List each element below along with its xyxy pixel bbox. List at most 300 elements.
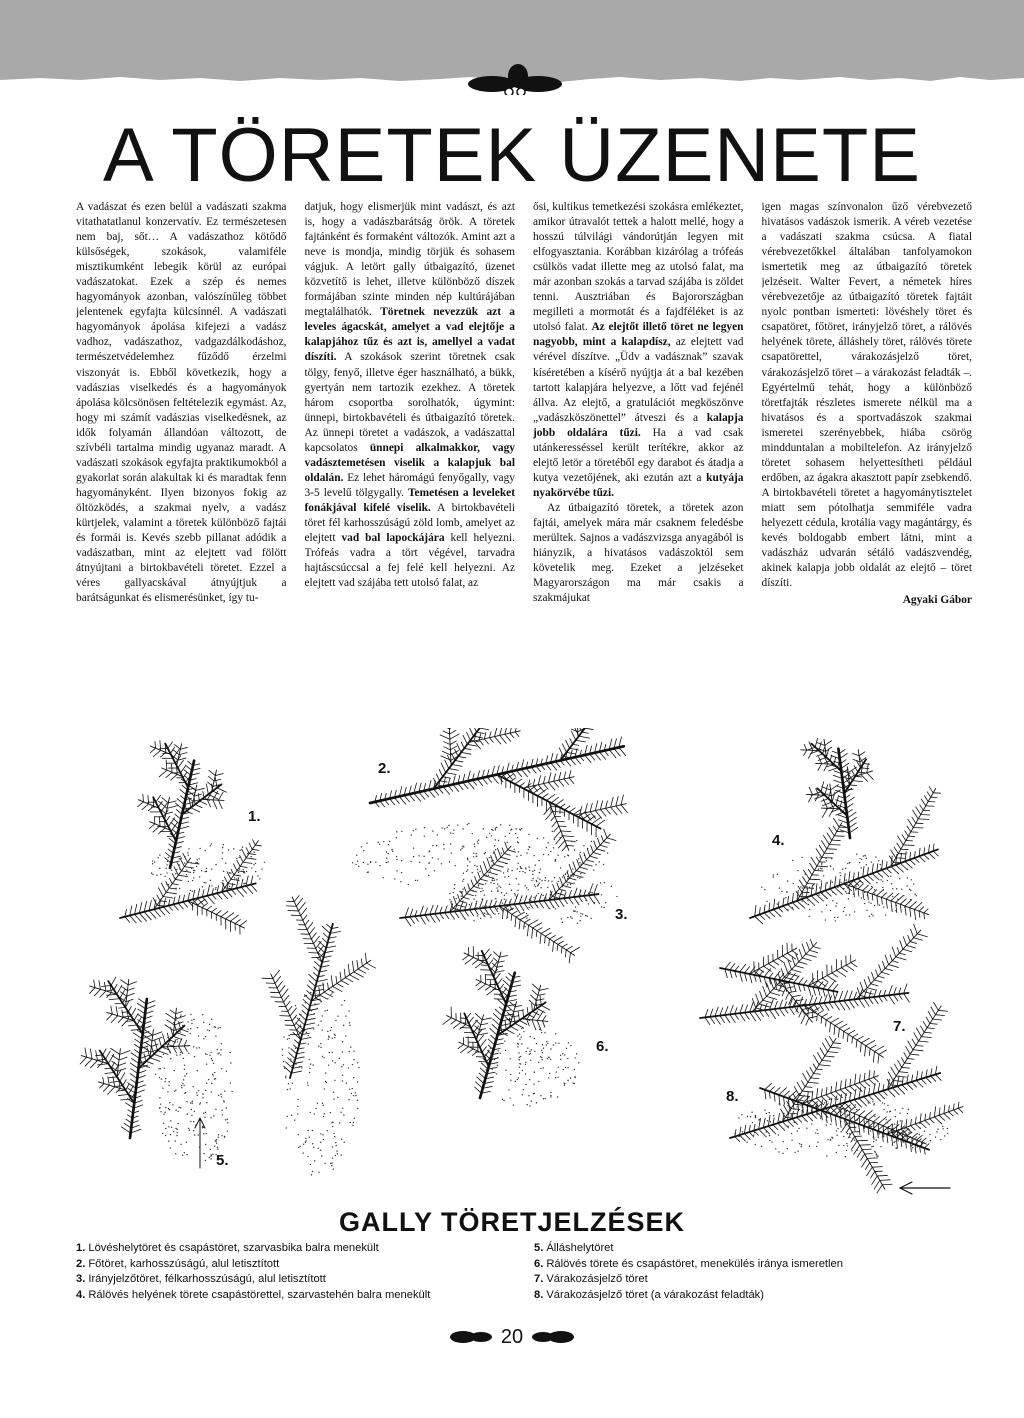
ground-stipple [352, 1088, 353, 1089]
ground-stipple [343, 1025, 344, 1026]
ground-stipple [525, 1064, 526, 1065]
ground-stipple [343, 1114, 344, 1115]
needle [103, 1077, 104, 1083]
needle [512, 1016, 519, 1017]
ground-stipple [815, 1105, 816, 1106]
needle [860, 1145, 871, 1146]
needle [847, 789, 853, 790]
ground-stipple [285, 1076, 286, 1077]
needle [730, 964, 735, 970]
needle [885, 955, 889, 965]
ground-stipple [777, 903, 778, 904]
needle [845, 1079, 846, 1088]
needle [471, 880, 473, 886]
needle [357, 960, 358, 969]
ground-stipple [332, 1052, 333, 1053]
ground-stipple [303, 1152, 304, 1153]
ground-stipple [553, 907, 554, 908]
ground-stipple [180, 1014, 181, 1015]
needle [122, 1019, 129, 1026]
needle [796, 954, 799, 962]
needle [119, 1057, 127, 1060]
needle [487, 872, 497, 875]
needle [725, 1006, 728, 1015]
ground-stipple [193, 870, 194, 871]
ground-stipple [190, 1102, 191, 1103]
ground-stipple [236, 858, 237, 859]
needle [822, 1060, 831, 1061]
ground-stipple [388, 844, 389, 845]
needle [111, 1016, 118, 1023]
ground-stipple [211, 868, 212, 869]
ground-stipple [607, 852, 608, 853]
needle [589, 885, 593, 895]
needle [430, 914, 435, 922]
needle [845, 1110, 846, 1117]
ground-stipple [324, 1088, 325, 1089]
ground-stipple [897, 898, 898, 899]
needle [523, 1010, 524, 1017]
needle [778, 1123, 785, 1130]
ground-stipple [886, 1119, 887, 1120]
ground-stipple [511, 870, 512, 871]
needle [484, 875, 494, 878]
ground-stipple [519, 1072, 520, 1073]
needle [207, 800, 210, 807]
ground-stipple [463, 873, 464, 874]
needle [483, 862, 487, 872]
ground-stipple [217, 1049, 218, 1050]
ground-stipple [168, 857, 169, 858]
ground-stipple [206, 868, 207, 869]
ground-stipple [176, 1135, 177, 1136]
ground-stipple [251, 863, 252, 864]
needle [118, 1063, 125, 1066]
needle [910, 860, 915, 865]
needle [813, 1064, 816, 1069]
ground-stipple [540, 1056, 541, 1057]
ground-stipple [577, 923, 578, 924]
needle [817, 1053, 822, 1061]
needle [831, 1086, 832, 1093]
ground-stipple [428, 875, 429, 876]
ground-stipple [820, 1117, 821, 1118]
ground-stipple [601, 894, 602, 895]
ground-stipple [383, 841, 384, 842]
ground-stipple [222, 852, 223, 853]
needle [914, 938, 923, 941]
ground-stipple [558, 881, 559, 882]
ground-stipple [574, 1069, 575, 1070]
ground-stipple [449, 893, 450, 894]
ground-stipple [175, 1048, 176, 1049]
needle [495, 1009, 503, 1016]
ground-stipple [511, 829, 512, 830]
needle [85, 1048, 87, 1057]
needle [227, 891, 232, 897]
ground-stipple [809, 887, 810, 888]
needle [99, 980, 101, 989]
ground-stipple [503, 1100, 504, 1101]
needle [920, 1122, 926, 1128]
ground-stipple [518, 919, 519, 920]
ground-stipple [887, 1128, 888, 1129]
ground-stipple [519, 1059, 520, 1060]
ground-stipple [437, 834, 438, 835]
needle [789, 991, 796, 992]
ground-stipple [181, 1087, 182, 1088]
ground-stipple [178, 1030, 179, 1031]
needle [90, 1049, 92, 1059]
needle [240, 921, 247, 926]
ground-stipple [473, 852, 474, 853]
needle [835, 1115, 836, 1125]
ground-stipple [491, 829, 492, 830]
ground-stipple [563, 1069, 564, 1070]
needle [480, 865, 484, 875]
ground-stipple [543, 1048, 544, 1049]
ground-stipple [387, 853, 388, 854]
ground-stipple [309, 1068, 310, 1069]
needle [811, 896, 819, 903]
needle [893, 1125, 899, 1130]
ground-stipple [486, 1069, 487, 1070]
ground-stipple [291, 1065, 292, 1066]
needle [215, 777, 217, 787]
ground-stipple [910, 879, 911, 880]
needle [924, 855, 929, 860]
needle [837, 970, 846, 976]
needle [764, 969, 771, 977]
needle [827, 976, 836, 982]
ground-stipple [871, 1146, 872, 1147]
ground-stipple [288, 1035, 289, 1036]
needle [816, 1069, 822, 1070]
ground-stipple [577, 902, 578, 903]
needle [859, 1111, 865, 1116]
ground-stipple [472, 833, 473, 834]
ground-stipple [196, 1047, 197, 1048]
needle [914, 924, 918, 934]
ground-stipple [557, 855, 558, 856]
needle [828, 990, 831, 1000]
ground-stipple [186, 870, 187, 871]
ground-stipple [891, 866, 892, 867]
ground-stipple [345, 1015, 346, 1016]
ground-stipple [832, 900, 833, 901]
needle [896, 957, 906, 960]
ground-stipple [473, 920, 474, 921]
needle [594, 753, 600, 760]
needle [872, 1167, 882, 1168]
ground-stipple [550, 1096, 551, 1097]
ground-stipple [555, 908, 556, 909]
ground-stipple [243, 883, 244, 884]
ground-stipple [548, 880, 549, 881]
ground-stipple [864, 903, 865, 904]
ground-stipple [333, 1098, 334, 1099]
needle [944, 1105, 945, 1114]
ground-stipple [188, 848, 189, 849]
ground-stipple [320, 1047, 321, 1048]
needle [170, 1010, 176, 1014]
ground-stipple [463, 879, 464, 880]
needle [445, 913, 449, 919]
ground-stipple [565, 1067, 566, 1068]
needle [798, 978, 803, 984]
needle [841, 968, 847, 972]
needle [531, 767, 536, 773]
ground-stipple [911, 1143, 912, 1144]
needle [735, 1137, 740, 1142]
legend-item [534, 1241, 956, 1257]
ground-stipple [507, 868, 508, 869]
ground-stipple [321, 1015, 322, 1016]
needle [910, 901, 917, 907]
ground-stipple [835, 920, 836, 921]
ground-stipple [453, 829, 454, 830]
ground-stipple [450, 843, 451, 844]
ground-stipple [354, 1118, 355, 1119]
ground-stipple [567, 1058, 568, 1059]
ground-stipple [156, 874, 157, 875]
ground-stipple [510, 1080, 511, 1081]
needle [565, 841, 575, 842]
ground-stipple [356, 854, 357, 855]
needle [116, 1086, 123, 1087]
needle [476, 1020, 481, 1025]
ground-stipple [283, 1061, 284, 1062]
ground-stipple [500, 824, 501, 825]
ground-stipple [868, 901, 869, 902]
needle [467, 1013, 471, 1018]
ground-stipple [591, 841, 592, 842]
needle [120, 1073, 125, 1082]
ground-stipple [836, 1152, 837, 1153]
needle [888, 1089, 895, 1096]
ground-stipple [159, 1077, 160, 1078]
ground-stipple [766, 901, 767, 902]
ground-stipple [543, 895, 544, 896]
ground-stipple [165, 1128, 166, 1129]
needle [773, 899, 774, 909]
needle [149, 911, 156, 919]
ground-stipple [478, 885, 479, 886]
needle [788, 1113, 797, 1114]
ground-stipple [906, 868, 907, 869]
needle [169, 878, 172, 883]
ground-stipple [476, 901, 477, 902]
ground-stipple [350, 1046, 351, 1047]
ground-stipple [521, 1036, 522, 1037]
ground-stipple [516, 856, 517, 857]
ground-stipple [318, 1046, 319, 1047]
needle [559, 826, 567, 827]
needle [453, 908, 460, 910]
ground-stipple [874, 1103, 875, 1104]
ground-stipple [547, 1043, 548, 1044]
needle [607, 838, 616, 841]
ground-stipple [823, 875, 824, 876]
needle [569, 778, 574, 784]
needle [871, 984, 878, 986]
needle [907, 1059, 914, 1060]
ground-stipple [340, 1111, 341, 1112]
ground-stipple [186, 1101, 187, 1102]
ground-stipple [801, 857, 802, 858]
needle [914, 1033, 919, 1041]
ground-stipple [327, 1031, 328, 1032]
needle [740, 1004, 743, 1013]
needle [919, 1041, 929, 1042]
ground-stipple [462, 881, 463, 882]
ground-stipple [904, 1128, 905, 1129]
needle [576, 871, 585, 874]
needle [740, 972, 743, 982]
arrow-head [900, 1182, 912, 1188]
ground-stipple [170, 1058, 171, 1059]
ground-stipple [164, 1081, 165, 1082]
article-column-3 [533, 200, 744, 720]
needle [554, 774, 556, 781]
ground-stipple [871, 1126, 872, 1127]
needle [184, 1040, 187, 1046]
ground-stipple [894, 1123, 895, 1124]
needle [924, 1144, 929, 1148]
needle [502, 848, 504, 854]
needle [806, 1114, 812, 1120]
ground-stipple [564, 856, 565, 857]
ground-stipple [329, 1052, 330, 1053]
needle [314, 989, 323, 991]
ground-stipple [880, 1146, 881, 1147]
ground-stipple [526, 913, 527, 914]
ground-stipple [251, 884, 252, 885]
needle [808, 750, 813, 758]
legend-item [76, 1272, 534, 1288]
ground-stipple [484, 894, 485, 895]
ground-stipple [236, 878, 237, 879]
ground-stipple [181, 1085, 182, 1086]
needle [809, 787, 812, 795]
legend-number: 5. [534, 1242, 544, 1254]
ground-stipple [486, 1072, 487, 1073]
ground-stipple [304, 996, 305, 997]
ground-stipple [795, 1108, 796, 1109]
ground-stipple [167, 1091, 168, 1092]
ground-stipple [332, 1157, 333, 1158]
needle [860, 1043, 861, 1052]
needle [323, 933, 329, 938]
ground-stipple [299, 1146, 300, 1147]
needle [519, 896, 522, 904]
needle [178, 1038, 182, 1046]
needle [311, 933, 316, 939]
needle [953, 1104, 954, 1110]
legend-item [76, 1288, 534, 1304]
bold-text-run: Az elejtőt illető töret ne legyen nagyobb, mint a kalapdísz, [533, 321, 744, 349]
needle [570, 739, 573, 745]
ground-stipple [293, 1059, 294, 1060]
ground-stipple [198, 1090, 199, 1091]
ground-stipple [417, 880, 418, 881]
oak-leaf-right-icon [531, 1328, 575, 1346]
needle [497, 979, 502, 985]
ground-stipple [320, 1150, 321, 1151]
ground-stipple [310, 1164, 311, 1165]
ground-stipple [160, 1068, 161, 1069]
needle [839, 1001, 845, 1010]
ground-stipple [321, 1155, 322, 1156]
ground-stipple [438, 858, 439, 859]
needle [440, 913, 444, 919]
ground-stipple [580, 913, 581, 914]
needle [831, 1093, 836, 1098]
ground-stipple [827, 882, 828, 883]
ground-stipple [574, 1057, 575, 1058]
needle [773, 909, 781, 916]
bold-text-run: ünnepi alkalmakkor, vagy vadásztemetésen viselik a kalapjuk bal oldalán. [304, 441, 515, 484]
ground-stipple [887, 1105, 888, 1106]
ground-stipple [793, 883, 794, 884]
needle [495, 728, 497, 737]
ground-stipple [787, 880, 788, 881]
needle [915, 1145, 916, 1154]
needle [822, 978, 828, 982]
ground-stipple [176, 1054, 177, 1055]
needle [910, 942, 916, 944]
ground-stipple [885, 914, 886, 915]
needle [294, 896, 299, 902]
needle [399, 796, 405, 804]
ground-stipple [510, 1074, 511, 1075]
needle [322, 938, 327, 943]
ground-stipple [555, 860, 556, 861]
needle [497, 861, 507, 864]
needle [508, 850, 516, 852]
ground-stipple [535, 864, 536, 865]
ground-stipple [787, 909, 788, 910]
needle [130, 1063, 138, 1069]
ground-stipple [205, 1036, 206, 1037]
ground-stipple [324, 1010, 325, 1011]
needle [127, 993, 134, 996]
needle [819, 1065, 830, 1066]
needle [784, 963, 788, 973]
needle [314, 936, 320, 943]
needle [563, 875, 566, 882]
ground-stipple [842, 869, 843, 870]
ground-stipple [869, 916, 870, 917]
ground-stipple [528, 849, 529, 850]
ground-stipple [868, 1102, 869, 1103]
ground-stipple [525, 868, 526, 869]
ground-stipple [310, 1063, 311, 1064]
ground-stipple [386, 862, 387, 863]
needle [330, 931, 340, 933]
ground-stipple [223, 871, 224, 872]
needle [606, 808, 611, 814]
needle [838, 1028, 839, 1037]
ground-stipple [603, 907, 604, 908]
needle [705, 1017, 710, 1024]
ground-stipple [482, 905, 483, 906]
ground-stipple [847, 863, 848, 864]
ground-stipple [575, 906, 576, 907]
needle [527, 925, 528, 936]
ground-stipple [198, 863, 199, 864]
ground-stipple [520, 900, 521, 901]
